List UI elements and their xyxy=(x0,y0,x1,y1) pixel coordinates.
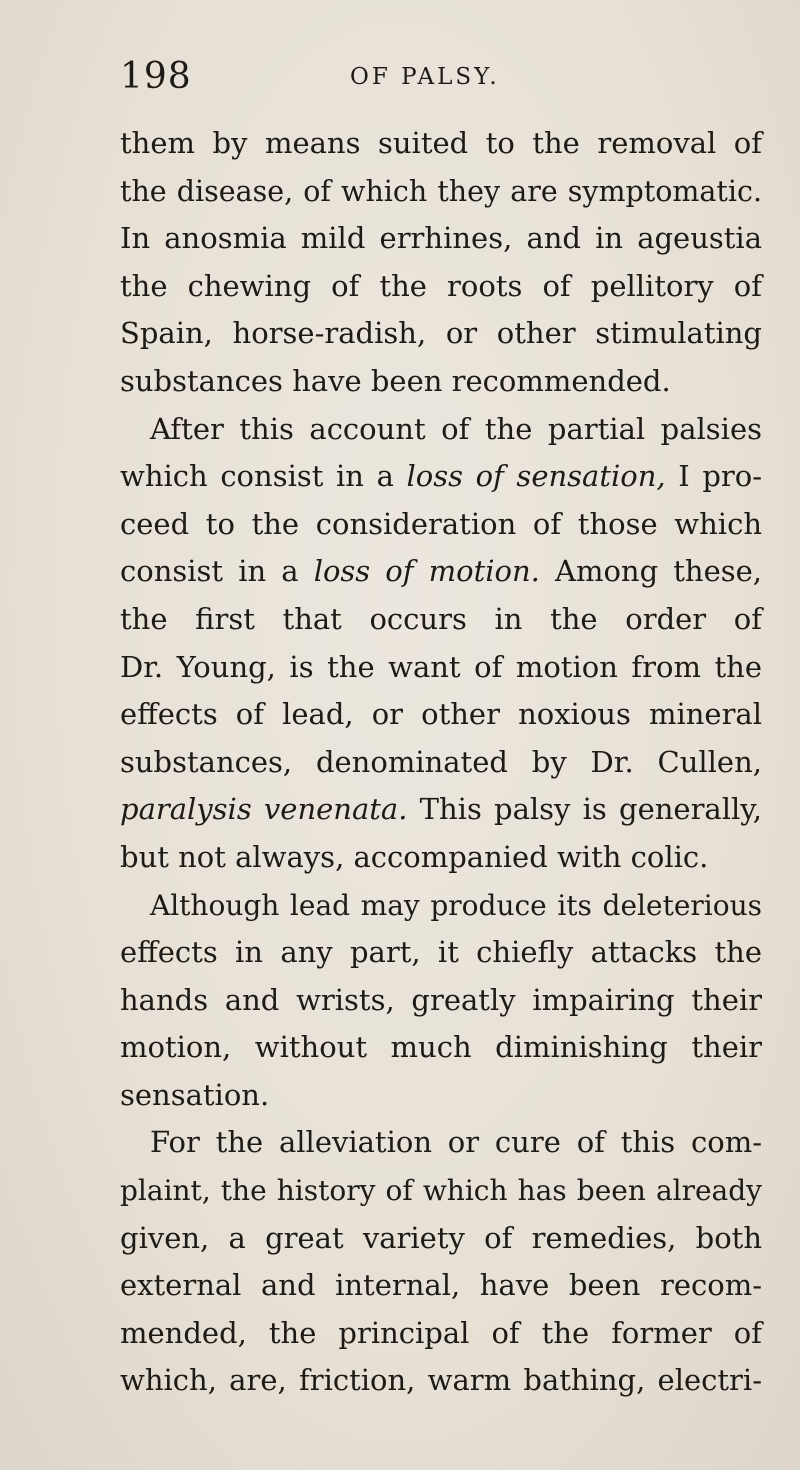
text-line: the first that occurs in the order of xyxy=(120,601,762,636)
text-line: them by means suited to the removal of xyxy=(120,126,762,160)
text-fragment: which consist in a xyxy=(120,459,394,494)
page-number: 198 xyxy=(120,56,192,97)
text-line: Spain, horse-radish, or other stimulating xyxy=(120,316,762,351)
text-line: the disease, of which they are symptomatic. xyxy=(120,174,762,208)
text-line: effects of lead, or other noxious mineral xyxy=(120,697,762,732)
text-line xyxy=(120,453,762,501)
text-line: but not always, accompanied with colic. xyxy=(120,839,709,874)
text-line: effects in any part, it chiefly attacks the xyxy=(120,935,762,970)
text-line: ceed to the consideration of those which xyxy=(120,506,762,541)
text-line: After this account of the partial palsies xyxy=(150,411,762,446)
text-line: external and internal, have been recom- xyxy=(120,1268,762,1303)
text-line: substances have been recommended. xyxy=(120,363,671,398)
italic-phrase: loss of motion. xyxy=(313,554,540,589)
text-line: motion, without much diminishing their xyxy=(120,1030,762,1065)
text-fragment: Among these, xyxy=(555,554,763,589)
text-line xyxy=(120,548,762,596)
text-fragment: consist in a xyxy=(120,554,299,589)
page-header xyxy=(120,56,740,106)
text-line: the chewing of the roots of pellitory of xyxy=(120,268,762,303)
text-line: sensation. xyxy=(120,1077,270,1112)
text-line: mended, the principal of the former of xyxy=(120,1315,762,1350)
text-line: Although lead may produce its deleterious xyxy=(150,888,762,922)
body-text xyxy=(120,120,762,1405)
text-line: which, are, friction, warm bathing, electri- xyxy=(120,1363,762,1398)
text-line: Dr. Young, is the want of motion from the xyxy=(120,649,762,684)
text-line: hands and wrists, greatly impairing their xyxy=(120,982,762,1017)
text-line: plaint, the history of which has been already xyxy=(120,1174,762,1208)
text-fragment: I pro- xyxy=(678,459,763,494)
text-line: In anosmia mild errhines, and in ageustia xyxy=(120,221,762,256)
text-line xyxy=(120,786,762,834)
running-head: OF PALSY. xyxy=(350,64,500,90)
italic-phrase: loss of sensation, xyxy=(406,459,666,494)
text-fragment: This palsy is generally, xyxy=(419,792,763,827)
text-line: given, a great variety of remedies, both xyxy=(120,1220,762,1255)
text-line: substances, denominated by Dr. Cullen, xyxy=(120,744,762,779)
italic-phrase: paralysis venenata. xyxy=(120,792,408,827)
text-line: For the alleviation or cure of this com- xyxy=(150,1125,762,1160)
